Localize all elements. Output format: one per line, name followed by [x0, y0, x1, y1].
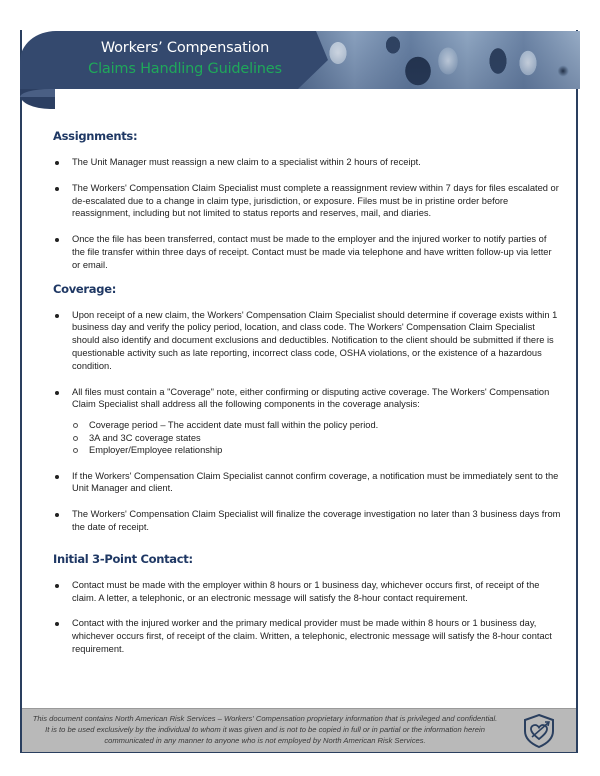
sub-list-item: 3A and 3C coverage states [72, 432, 561, 445]
list-item: Upon receipt of a new claim, the Workers' Compensation Claim Specialist should determine if coverage exists within 1 business day and verify the policy period, location, and class code. The Workers' Compensation Claim Specialist should also identify and document exclusions and deductibles. Notification to the client should be submitted if there is questionable activity such as late reporting, incorrect class code, OSHA violations, or the existence of a hazardous condition. [53, 309, 561, 373]
list-item-text: All files must contain a "Coverage" note, either confirming or disputing active coverage. The Workers' Compensation Claim Specialist shall address all the following components in the coverage analysis: [72, 386, 550, 410]
list-item: The Workers' Compensation Claim Specialist will finalize the coverage investigation no later than 3 business days from the date of receipt. [53, 508, 561, 534]
list-item: If the Workers' Compensation Claim Specialist cannot confirm coverage, a notification must be immediately sent to the Unit Manager and client. [53, 470, 561, 496]
shield-heart-icon [522, 713, 556, 749]
document-title: Workers’ Compensation [100, 40, 270, 56]
coverage-list [53, 309, 561, 534]
header-banner [20, 31, 580, 89]
list-item: The Unit Manager must reassign a new claim to a specialist within 2 hours of receipt. [53, 156, 561, 169]
section-heading-contact: Initial 3-Point Contact: [53, 551, 193, 566]
section-heading-coverage: Coverage: [53, 281, 116, 296]
section-heading-assignments: Assignments: [53, 129, 138, 143]
assignments-list [53, 156, 561, 272]
header-photo-shade [298, 31, 580, 89]
list-item: Contact with the injured worker and the primary medical provider must be made within 8 hours or 1 business day, whichever occurs first, of receipt of the claim. Written, a telephonic, electronic message will satisfy the 8-hour contact requirement. [53, 617, 561, 655]
document-body [53, 120, 561, 656]
confidentiality-notice: This document contains North American Risk Services – Workers' Compensation proprietary information that is privileged and confidential. It is to be used exclusively by the individual to whom it was given and is not to be copied in full or in partial or the information herein communicated in any manner to anyone who is not employed by North American Risk Services. [32, 714, 498, 745]
sub-list-item: Coverage period – The accident date must fall within the policy period. [72, 419, 561, 432]
coverage-components-list [72, 419, 561, 457]
contact-list [53, 579, 561, 656]
footer [22, 708, 576, 752]
list-item: Once the file has been transferred, contact must be made to the employer and the injured worker to notify parties of the file transfer within three days of receipt. Contact must be made via telephone and have written follow-up via letter or email. [53, 233, 561, 271]
document-subtitle: Claims Handling Guidelines [88, 61, 282, 77]
list-item [53, 386, 561, 457]
list-item: Contact must be made with the employer within 8 hours or 1 business day, whichever occurs first, of receipt of the claim. A letter, a telephonic, or an electronic message will satisfy the 8-hour contact requirement. [53, 579, 561, 605]
sub-list-item: Employer/Employee relationship [72, 444, 561, 457]
list-item: The Workers' Compensation Claim Specialist must complete a reassignment review within 7 days for files escalated or de-escalated due to a change in claim type, jurisdiction, or exposure. Files must be in pristine order before reassignment, including but not limited to status reports and reserves, mail, and diaries. [53, 182, 561, 220]
